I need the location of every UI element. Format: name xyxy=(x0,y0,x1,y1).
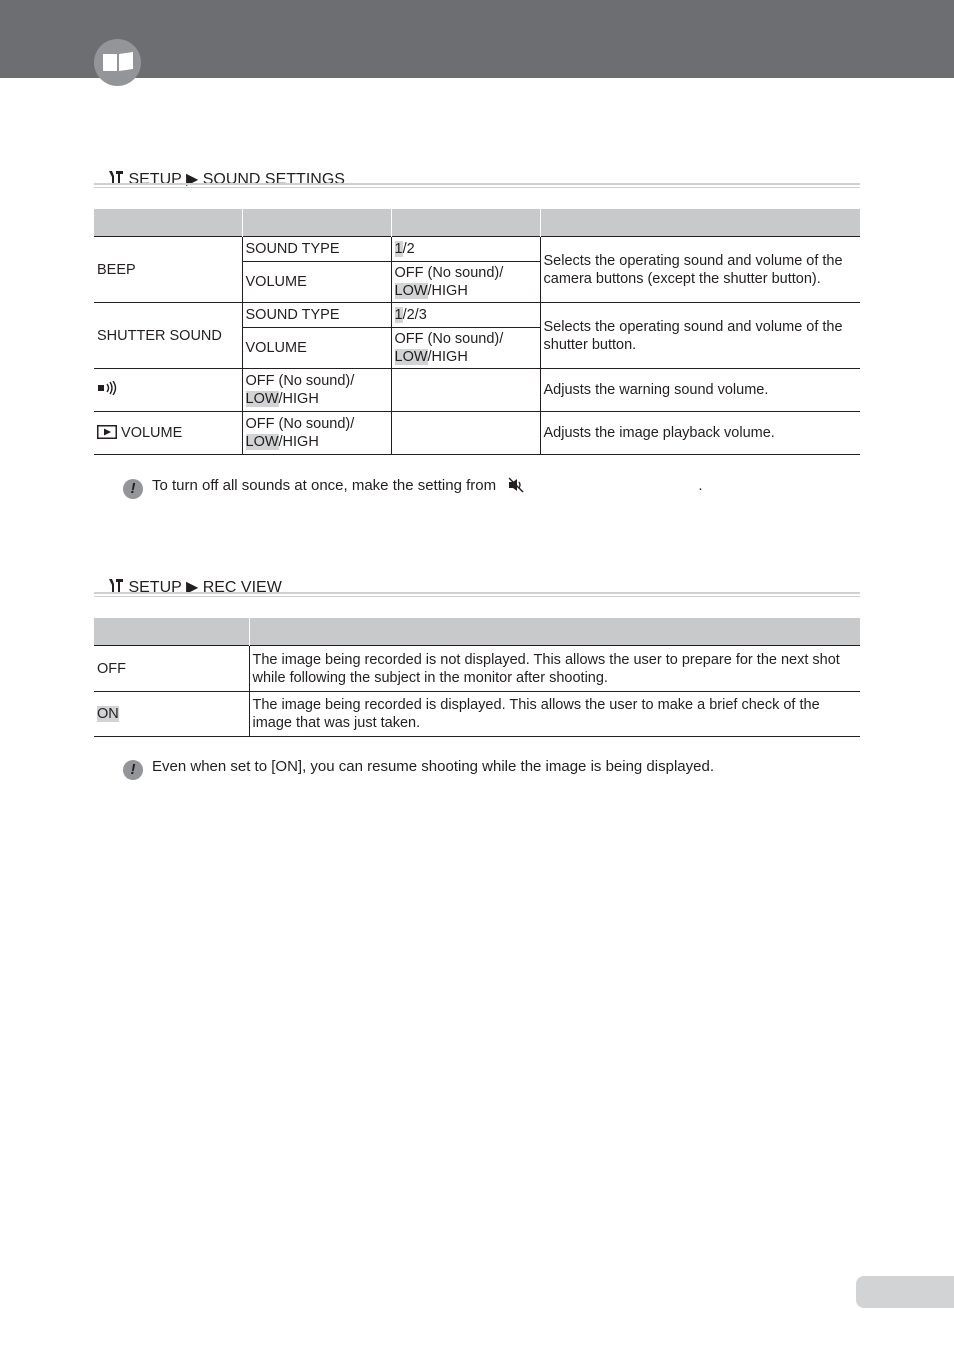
warning-sound-icon xyxy=(97,383,119,399)
rec-view-heading: SETUP ▶ REC VIEW xyxy=(108,578,282,599)
setting-name: VOLUME xyxy=(94,412,242,455)
sub-setting: SOUND TYPE xyxy=(242,237,391,262)
setting-name xyxy=(94,369,242,412)
table-row xyxy=(94,303,860,328)
option-description: The image being recorded is displayed. This allows the user to make a brief check of the image that was just taken. xyxy=(249,692,860,737)
empty-cell xyxy=(391,369,540,412)
table-row xyxy=(94,692,860,737)
option-values: OFF (No sound)/ LOW/HIGH xyxy=(391,328,540,369)
caution-icon: ! xyxy=(123,760,143,780)
playback-icon xyxy=(97,425,121,441)
caution-icon: ! xyxy=(123,479,143,499)
option-values: OFF (No sound)/ LOW/HIGH xyxy=(242,412,391,455)
rec-view-note: ! Even when set to [ON], you can resume shooting while the image is being displayed. xyxy=(123,757,714,780)
mute-icon xyxy=(508,477,524,499)
setting-description: Adjusts the image playback volume. xyxy=(540,412,860,455)
option-description: The image being recorded is not displayed. This allows the user to prepare for the next shot while following the subject in the monitor after shooting. xyxy=(249,646,860,692)
option-values: OFF (No sound)/ LOW/HIGH xyxy=(391,262,540,303)
table-header-row xyxy=(94,209,860,237)
empty-cell xyxy=(391,412,540,455)
setting-description: Adjusts the warning sound volume. xyxy=(540,369,860,412)
table-row xyxy=(94,412,860,455)
setting-name: SHUTTER SOUND xyxy=(94,303,242,369)
rec-view-table xyxy=(94,618,860,737)
setting-description: Selects the operating sound and volume of the camera buttons (except the shutter button). xyxy=(540,237,860,303)
option-values: 1/2/3 xyxy=(391,303,540,328)
sub-setting: SOUND TYPE xyxy=(242,303,391,328)
setting-description: Selects the operating sound and volume of the shutter button. xyxy=(540,303,860,369)
header-bar xyxy=(0,0,954,78)
table-row xyxy=(94,646,860,692)
option-values: OFF (No sound)/ LOW/HIGH xyxy=(242,369,391,412)
section-rule xyxy=(94,592,860,600)
book-icon xyxy=(94,39,141,86)
sound-settings-table xyxy=(94,209,860,455)
option-value: ON xyxy=(94,692,249,737)
page-number-tab xyxy=(856,1276,954,1308)
sub-setting: VOLUME xyxy=(242,328,391,369)
table-row xyxy=(94,237,860,262)
setting-name: BEEP xyxy=(94,237,242,303)
option-values: 1/2 xyxy=(391,237,540,262)
table-row xyxy=(94,369,860,412)
section-rule xyxy=(94,183,860,191)
table-header-row xyxy=(94,618,860,646)
sound-note: ! To turn off all sounds at once, make the setting from . xyxy=(123,476,703,499)
option-value: OFF xyxy=(94,646,249,692)
sub-setting: VOLUME xyxy=(242,262,391,303)
sound-settings-heading: SETUP ▶ SOUND SETTINGS xyxy=(108,170,345,191)
